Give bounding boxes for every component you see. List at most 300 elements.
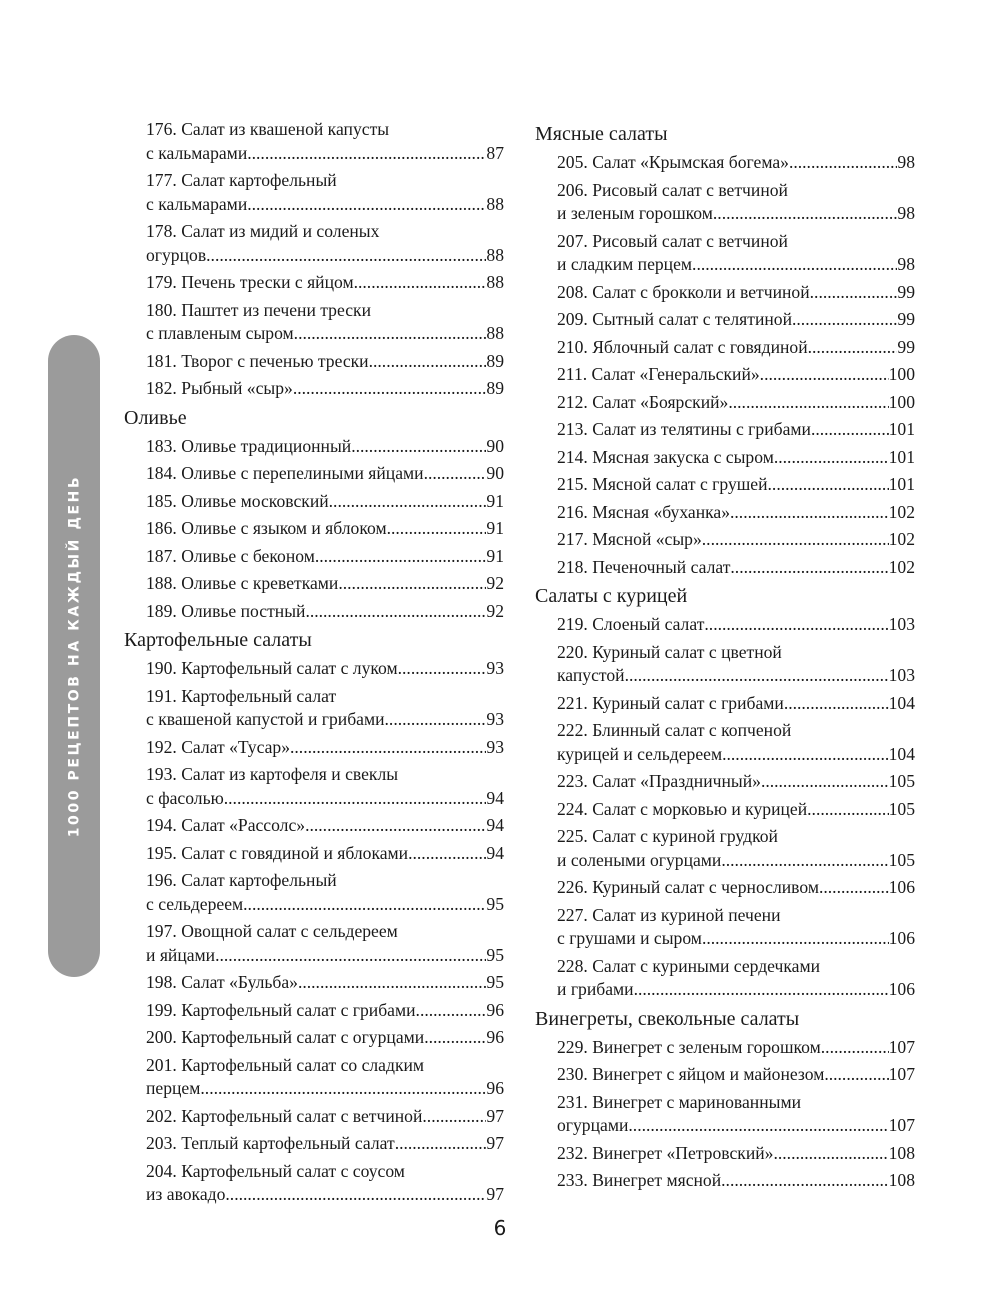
entry-leader-line [146, 1105, 504, 1129]
entry-leader-line [146, 600, 504, 624]
dot-leader [351, 435, 486, 459]
entry-leader-line [557, 528, 915, 552]
toc-entry[interactable] [535, 151, 915, 175]
entry-title: 218. Печеночный салат [557, 556, 731, 577]
toc-entry[interactable] [124, 435, 504, 459]
entry-title: 230. Винегрет с яйцом и майонезом [557, 1064, 825, 1084]
entry-page-number: 97 [486, 1105, 504, 1126]
entry-title-first-line: 193. Салат из картофеля и свеклы [146, 764, 399, 784]
entry-leader-line [557, 1142, 915, 1166]
section-title: Картофельные салаты [124, 629, 312, 651]
entry-leader-line [557, 556, 915, 580]
entry-leader-line [557, 978, 915, 1002]
entry-leader-line [146, 736, 504, 760]
entry-title-first-line: 196. Салат картофельный [146, 870, 337, 890]
entry-title-first-line: 225. Салат с куриной грудкой [557, 826, 778, 846]
entry-title: 199. Картофельный салат с грибами [146, 999, 416, 1020]
entry-title: с сельдереем [146, 893, 244, 914]
entry-title: с кальмарами [146, 142, 248, 163]
toc-entry[interactable] [535, 613, 915, 637]
entry-leader-line [146, 708, 504, 732]
entry-leader-line [146, 517, 504, 541]
entry-page-number: 96 [486, 1027, 504, 1047]
entry-title: 217. Мясной «сыр» [557, 529, 702, 549]
entry-page-number: 95 [486, 944, 504, 965]
entry-page-number: 91 [486, 518, 504, 538]
entry-title-first-line: 231. Винегрет с маринованными [557, 1091, 802, 1112]
entry-page-number: 89 [486, 378, 504, 398]
entry-leader-line [557, 1114, 915, 1138]
dot-leader [774, 446, 889, 470]
entry-title: 223. Салат «Праздничный» [557, 771, 761, 791]
entry-title: 184. Оливье с перепелиными яйцами [146, 463, 424, 483]
entry-title: капустой [557, 665, 625, 685]
entry-page-number: 108 [888, 1170, 915, 1190]
toc-entry[interactable] [535, 770, 915, 794]
entry-leader-line [557, 391, 915, 415]
entry-title: 195. Салат с говядиной и яблоками [146, 842, 409, 863]
entry-leader-line [557, 613, 915, 637]
entry-leader-line [146, 1183, 504, 1207]
entry-page-number: 101 [888, 446, 915, 467]
toc-entry[interactable] [124, 572, 504, 596]
entry-title-first-line: 197. Овощной салат с сельдереем [146, 921, 398, 941]
entry-page-number: 102 [888, 556, 915, 577]
entry-title-first-line: 220. Куриный салат с цветной [557, 641, 782, 662]
dot-leader [294, 322, 487, 346]
entry-title: 185. Оливье московский [146, 490, 329, 511]
entry-page-number: 90 [486, 435, 504, 456]
dot-leader [713, 202, 898, 226]
dot-leader [628, 1114, 888, 1138]
entry-page-number: 104 [888, 743, 915, 764]
entry-title: 190. Картофельный салат с луком [146, 658, 398, 678]
entry-page-number: 92 [486, 573, 504, 593]
entry-leader-line [557, 770, 915, 794]
entry-title: 181. Творог с печенью трески [146, 350, 369, 371]
entry-leader-line [146, 1132, 504, 1156]
entry-leader-line [146, 893, 504, 917]
entry-leader-line [557, 876, 915, 900]
entry-leader-line [146, 462, 504, 486]
toc-entry[interactable] [124, 462, 504, 486]
entry-leader-line [146, 244, 504, 268]
toc-entry[interactable] [535, 446, 915, 470]
dot-leader [721, 1169, 888, 1193]
toc-entry[interactable] [124, 377, 504, 401]
entry-title: и грибами [557, 979, 634, 999]
entry-page-number: 90 [486, 463, 504, 483]
toc-entry[interactable] [124, 299, 504, 346]
toc-entry[interactable] [535, 230, 915, 277]
side-tab-label: 1000 РЕЦЕПТОВ НА КАЖДЫЙ ДЕНЬ [66, 474, 82, 838]
entry-title-first-line: 176. Салат из квашеной капусты [146, 119, 390, 139]
entry-title: 198. Салат «Бульба» [146, 972, 298, 992]
dot-leader [293, 377, 487, 401]
toc-entry[interactable] [535, 692, 915, 716]
entry-page-number: 88 [486, 193, 504, 214]
dot-leader [225, 1183, 486, 1207]
toc-entry[interactable] [535, 1036, 915, 1060]
entry-leader-line [146, 657, 504, 681]
entry-title: 212. Салат «Боярский» [557, 391, 729, 412]
entry-page-number: 107 [888, 1064, 915, 1084]
entry-leader-line [557, 1169, 915, 1193]
entry-title: огурцов [146, 244, 207, 265]
toc-entry[interactable] [124, 1105, 504, 1129]
entry-leader-line [146, 1077, 504, 1101]
dot-leader [408, 842, 486, 866]
dot-leader [424, 1026, 486, 1050]
toc-entry[interactable] [124, 350, 504, 374]
entry-leader-line [146, 377, 504, 401]
toc-entry[interactable] [124, 490, 504, 514]
toc-entry[interactable] [535, 418, 915, 442]
dot-leader [811, 418, 889, 442]
toc-entry[interactable] [124, 1132, 504, 1156]
toc-entry[interactable] [124, 657, 504, 681]
dot-leader [290, 736, 486, 760]
dot-leader [416, 999, 487, 1023]
toc-entry[interactable] [535, 528, 915, 552]
entry-page-number: 88 [486, 244, 504, 265]
entry-leader-line [557, 849, 915, 873]
entry-title-first-line: 228. Салат с куриными сердечками [557, 955, 821, 976]
entry-page-number: 99 [897, 336, 915, 357]
entry-title: 203. Теплый картофельный салат [146, 1133, 395, 1153]
entry-title: 182. Рыбный «сыр» [146, 378, 293, 398]
entry-page-number: 107 [888, 1036, 915, 1057]
dot-leader [224, 787, 487, 811]
entry-page-number: 94 [486, 787, 504, 808]
entry-page-number: 94 [486, 815, 504, 835]
dot-leader [722, 743, 889, 767]
entry-title: 187. Оливье с беконом [146, 545, 315, 566]
dot-leader [625, 664, 889, 688]
entry-title: 226. Куриный салат с черносливом [557, 877, 819, 897]
toc-entry[interactable] [124, 763, 504, 810]
dot-leader [305, 814, 486, 838]
entry-title: 186. Оливье с языком и яблоком [146, 518, 387, 538]
section-title: Мясные салаты [535, 123, 668, 145]
entry-leader-line [557, 151, 915, 175]
entry-leader-line [557, 798, 915, 822]
entry-title: с квашеной капустой и грибами [146, 709, 385, 729]
entry-leader-line [557, 418, 915, 442]
entry-leader-line [146, 142, 504, 166]
entry-leader-line [557, 1036, 915, 1060]
entry-page-number: 102 [888, 501, 915, 522]
entry-page-number: 98 [897, 203, 915, 223]
dot-leader [768, 473, 889, 497]
toc-entry[interactable] [124, 169, 504, 216]
toc-entry[interactable] [535, 876, 915, 900]
entry-title-first-line: 206. Рисовый салат с ветчиной [557, 179, 788, 200]
toc-entry[interactable] [124, 271, 504, 295]
dot-leader [634, 978, 889, 1002]
entry-title: из авокадо [146, 1184, 226, 1204]
entry-page-number: 103 [888, 614, 915, 634]
toc-entry[interactable] [124, 118, 504, 165]
entry-title: 183. Оливье традиционный [146, 435, 352, 456]
dot-leader [761, 770, 889, 794]
dot-leader [369, 350, 487, 374]
dot-leader [200, 1077, 486, 1101]
dot-leader [819, 876, 889, 900]
entry-page-number: 101 [888, 419, 915, 439]
dot-leader [329, 490, 487, 514]
entry-page-number: 107 [888, 1115, 915, 1135]
toc-entry[interactable] [535, 1142, 915, 1166]
entry-page-number: 106 [888, 928, 915, 948]
entry-leader-line [557, 336, 915, 360]
entry-title: 211. Салат «Генеральский» [557, 364, 760, 384]
entry-leader-line [146, 944, 504, 968]
toc-entry[interactable] [535, 179, 915, 226]
toc-entry[interactable] [535, 904, 915, 951]
toc-entry[interactable] [535, 955, 915, 1002]
entry-page-number: 98 [897, 254, 915, 274]
entry-leader-line [146, 842, 504, 866]
toc-entry[interactable] [535, 281, 915, 305]
entry-title: и солеными огурцами [557, 849, 722, 870]
entry-title-first-line: 204. Картофельный салат с соусом [146, 1160, 405, 1181]
entry-page-number: 105 [888, 771, 915, 791]
entry-leader-line [557, 308, 915, 332]
dot-leader [692, 253, 897, 277]
entry-title-first-line: 207. Рисовый салат с ветчиной [557, 230, 788, 251]
toc-entry[interactable] [124, 869, 504, 916]
dot-leader [730, 556, 888, 580]
entry-page-number: 93 [486, 658, 504, 678]
dot-leader [398, 657, 487, 681]
entry-leader-line [146, 814, 504, 838]
entry-title: с плавленым сыром [146, 323, 294, 343]
entry-page-number: 98 [897, 152, 915, 172]
entry-title: 210. Яблочный салат с говядиной [557, 336, 808, 357]
entry-title: 215. Мясной салат с грушей [557, 474, 768, 494]
toc-entry[interactable] [535, 1169, 915, 1193]
entry-leader-line [557, 363, 915, 387]
entry-title: огурцами [557, 1115, 629, 1135]
dot-leader [728, 391, 888, 415]
dot-leader [354, 271, 487, 295]
entry-leader-line [146, 350, 504, 374]
toc-entry[interactable] [124, 1054, 504, 1101]
dot-leader [315, 545, 487, 569]
entry-leader-line [557, 1063, 915, 1087]
toc-entry[interactable] [535, 1063, 915, 1087]
toc-entry[interactable] [124, 842, 504, 866]
toc-entry[interactable] [535, 1091, 915, 1138]
toc-left-column [124, 118, 504, 1211]
entry-leader-line [557, 743, 915, 767]
entry-title: курицей и сельдереем [557, 743, 723, 764]
toc-entry[interactable] [535, 308, 915, 332]
entry-title: 189. Оливье постный [146, 600, 306, 621]
toc-entry[interactable] [535, 798, 915, 822]
toc-entry[interactable] [535, 473, 915, 497]
toc-entry[interactable] [535, 336, 915, 360]
entry-page-number: 99 [897, 281, 915, 302]
entry-leader-line [146, 322, 504, 346]
entry-title-first-line: 177. Салат картофельный [146, 170, 337, 190]
side-tab [48, 335, 100, 977]
toc-entry[interactable] [124, 1026, 504, 1050]
entry-title: 202. Картофельный салат с ветчиной [146, 1105, 423, 1126]
dot-leader [243, 893, 486, 917]
toc-entry[interactable] [535, 825, 915, 872]
entry-leader-line [146, 971, 504, 995]
toc-entry[interactable] [124, 1160, 504, 1207]
entry-title: 192. Салат «Тусар» [146, 736, 290, 757]
entry-page-number: 97 [486, 1184, 504, 1204]
toc-entry[interactable] [124, 971, 504, 995]
entry-title: 224. Салат с морковью и курицей [557, 798, 808, 819]
entry-page-number: 96 [486, 999, 504, 1020]
entry-title: 221. Куриный салат с грибами [557, 692, 784, 713]
entry-leader-line [146, 490, 504, 514]
dot-leader [784, 692, 889, 716]
toc-entry[interactable] [124, 517, 504, 541]
dot-leader [702, 528, 889, 552]
dot-leader [338, 572, 486, 596]
entry-page-number: 105 [888, 798, 915, 819]
entry-page-number: 105 [888, 849, 915, 870]
entry-page-number: 101 [888, 474, 915, 494]
dot-leader [215, 944, 486, 968]
entry-page-number: 95 [486, 893, 504, 914]
entry-leader-line [146, 572, 504, 596]
toc-right-column [535, 118, 915, 1197]
entry-title: 208. Салат с брокколи и ветчиной [557, 281, 810, 302]
toc-entry[interactable] [535, 641, 915, 688]
entry-title: 216. Мясная «буханка» [557, 501, 730, 522]
entry-leader-line [557, 281, 915, 305]
dot-leader [721, 849, 888, 873]
toc-entry[interactable] [124, 685, 504, 732]
entry-title: и зеленым горошком [557, 203, 713, 223]
toc-entry[interactable] [124, 920, 504, 967]
entry-page-number: 87 [486, 142, 504, 163]
dot-leader [792, 308, 897, 332]
dot-leader [387, 517, 487, 541]
entry-leader-line [557, 202, 915, 226]
entry-page-number: 102 [888, 529, 915, 549]
entry-leader-line [557, 446, 915, 470]
entry-title: 188. Оливье с креветками [146, 573, 339, 593]
dot-leader [773, 1142, 888, 1166]
entry-page-number: 95 [486, 972, 504, 992]
entry-title: 214. Мясная закуска с сыром [557, 446, 774, 467]
entry-title-first-line: 201. Картофельный салат со сладким [146, 1054, 425, 1075]
toc-entry[interactable] [535, 719, 915, 766]
dot-leader [760, 363, 889, 387]
dot-leader [730, 501, 889, 525]
entry-leader-line [557, 927, 915, 951]
dot-leader [789, 151, 897, 175]
entry-title: и сладким перцем [557, 254, 693, 274]
entry-title: 179. Печень трески с яйцом [146, 272, 354, 292]
dot-leader [422, 1105, 486, 1129]
toc-entry[interactable] [124, 736, 504, 760]
entry-page-number: 103 [888, 665, 915, 685]
entry-title: 233. Винегрет мясной [557, 1170, 722, 1190]
dot-leader [395, 1132, 487, 1156]
entry-page-number: 93 [486, 709, 504, 729]
entry-leader-line [146, 1026, 504, 1050]
entry-title: с грушами и сыром [557, 928, 702, 948]
entry-title-first-line: 227. Салат из куриной печени [557, 904, 781, 925]
toc-entry[interactable] [535, 556, 915, 580]
dot-leader [385, 708, 487, 732]
dot-leader [807, 798, 888, 822]
entry-page-number: 92 [486, 600, 504, 621]
entry-title: 213. Салат из телятины с грибами [557, 419, 811, 439]
dot-leader [298, 971, 486, 995]
entry-title: перцем [146, 1078, 201, 1098]
toc-entry[interactable] [535, 391, 915, 415]
entry-page-number: 93 [486, 736, 504, 757]
entry-title: 200. Картофельный салат с огурцами [146, 1027, 425, 1047]
entry-page-number: 108 [888, 1142, 915, 1163]
toc-entry[interactable] [124, 600, 504, 624]
entry-leader-line [557, 692, 915, 716]
entry-title: 205. Салат «Крымская богема» [557, 152, 789, 172]
dot-leader [247, 193, 486, 217]
toc-entry[interactable] [535, 501, 915, 525]
dot-leader [702, 927, 889, 951]
dot-leader [206, 244, 486, 268]
entry-leader-line [146, 271, 504, 295]
entry-title: 219. Слоеный салат [557, 614, 705, 634]
section-title: Оливье [124, 406, 187, 429]
entry-page-number: 96 [486, 1078, 504, 1098]
entry-title: с фасолью [146, 787, 224, 808]
entry-title-first-line: 191. Картофельный салат [146, 685, 337, 706]
entry-page-number: 91 [486, 545, 504, 566]
entry-page-number: 88 [486, 323, 504, 343]
entry-leader-line [557, 253, 915, 277]
dot-leader [704, 613, 888, 637]
entry-page-number: 94 [486, 842, 504, 863]
toc-entry[interactable] [535, 363, 915, 387]
toc-entry[interactable] [124, 220, 504, 267]
entry-leader-line [146, 193, 504, 217]
entry-title: 229. Винегрет с зеленым горошком [557, 1036, 821, 1057]
entry-title-first-line: 180. Паштет из печени трески [146, 299, 371, 320]
entry-leader-line [146, 999, 504, 1023]
entry-page-number: 91 [486, 490, 504, 511]
entry-leader-line [146, 787, 504, 811]
dot-leader [424, 462, 487, 486]
dot-leader [824, 1063, 888, 1087]
entry-leader-line [557, 473, 915, 497]
entry-leader-line [557, 664, 915, 688]
section-title: Винегреты, свекольные салаты [535, 1007, 800, 1030]
entry-title-first-line: 222. Блинный салат с копченой [557, 720, 792, 740]
entry-page-number: 97 [486, 1133, 504, 1153]
entry-page-number: 106 [888, 979, 915, 999]
entry-leader-line [557, 501, 915, 525]
entry-page-number: 89 [486, 350, 504, 371]
entry-page-number: 100 [888, 391, 915, 412]
entry-leader-line [146, 435, 504, 459]
toc-entry[interactable] [124, 814, 504, 838]
toc-entry[interactable] [124, 999, 504, 1023]
toc-entry[interactable] [124, 545, 504, 569]
entry-title: и яйцами [146, 944, 216, 965]
